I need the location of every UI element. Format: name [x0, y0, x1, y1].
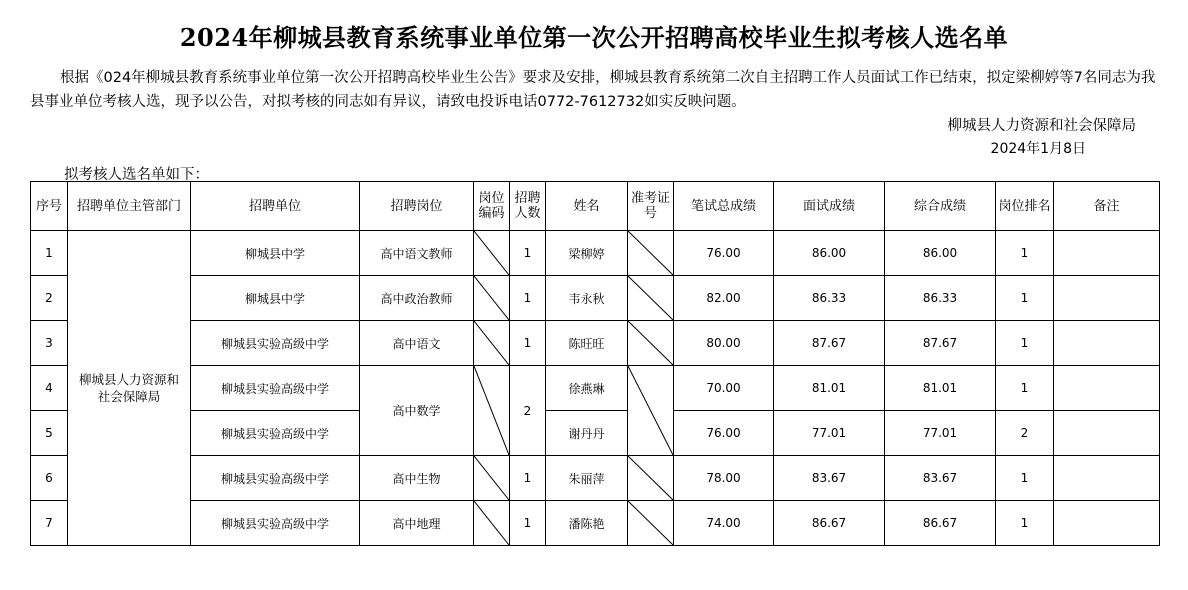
cell-ticket-no-blank — [628, 501, 674, 546]
header-name: 姓名 — [546, 182, 628, 231]
header-interview-score: 面试成绩 — [774, 182, 885, 231]
cell-ticket-no-blank — [628, 321, 674, 366]
header-post-code: 岗位编码 — [474, 182, 510, 231]
cell-rank: 1 — [996, 231, 1054, 276]
cell-rank: 1 — [996, 501, 1054, 546]
cell-remark — [1054, 276, 1160, 321]
cell-name: 陈旺旺 — [546, 321, 628, 366]
cell-no: 2 — [31, 276, 68, 321]
cell-written-score: 80.00 — [674, 321, 774, 366]
cell-rank: 1 — [996, 456, 1054, 501]
cell-remark — [1054, 411, 1160, 456]
header-unit: 招聘单位 — [191, 182, 360, 231]
list-lead-text: 拟考核人选名单如下： — [64, 167, 209, 183]
cell-post-code-blank — [474, 456, 510, 501]
cell-no: 3 — [31, 321, 68, 366]
cell-post-code-blank — [474, 231, 510, 276]
cell-unit: 柳城县中学 — [191, 276, 360, 321]
cell-post-code-blank — [474, 321, 510, 366]
cell-written-score: 70.00 — [674, 366, 774, 411]
cell-post-code-blank — [474, 276, 510, 321]
table-header-row — [31, 182, 1160, 231]
cell-post: 高中地理 — [360, 501, 474, 546]
cell-count: 1 — [510, 321, 546, 366]
page-title: 2024年柳城县教育系统事业单位第一次公开招聘高校毕业生拟考核人选名单 — [179, 23, 1009, 52]
intro-paragraph: 根据《024年柳城县教育系统事业单位第一次公开招聘高校毕业生公告》要求及安排，柳城县教育系统第二次自主招聘工作人员面试工作已结束，拟定梁柳婷等7名同志为我县事业单位考核人选，现予以公告，对拟考核的同志如有异议，请致电投诉电话0772-7612732如实反映问题。 — [30, 70, 1156, 110]
cell-rank: 2 — [996, 411, 1054, 456]
cell-remark — [1054, 456, 1160, 501]
cell-count: 1 — [510, 456, 546, 501]
cell-interview-score: 83.67 — [774, 456, 885, 501]
header-ticket-no: 准考证号 — [628, 182, 674, 231]
cell-rank: 1 — [996, 321, 1054, 366]
cell-count: 1 — [510, 276, 546, 321]
cell-total-score: 86.33 — [885, 276, 996, 321]
cell-no: 7 — [31, 501, 68, 546]
cell-written-score: 74.00 — [674, 501, 774, 546]
cell-written-score: 76.00 — [674, 231, 774, 276]
header-no: 序号 — [31, 182, 68, 231]
cell-total-score: 77.01 — [885, 411, 996, 456]
table-row — [31, 366, 1160, 411]
cell-count: 1 — [510, 231, 546, 276]
cell-rank: 1 — [996, 276, 1054, 321]
cell-interview-score: 81.01 — [774, 366, 885, 411]
cell-unit: 柳城县实验高级中学 — [191, 501, 360, 546]
cell-written-score: 76.00 — [674, 411, 774, 456]
cell-unit: 柳城县实验高级中学 — [191, 321, 360, 366]
header-total-score: 综合成绩 — [885, 182, 996, 231]
header-department: 招聘单位主管部门 — [68, 182, 191, 231]
cell-interview-score: 77.01 — [774, 411, 885, 456]
cell-no: 1 — [31, 231, 68, 276]
table-row — [31, 411, 1160, 456]
cell-interview-score: 86.67 — [774, 501, 885, 546]
cell-remark — [1054, 231, 1160, 276]
cell-name: 谢丹丹 — [546, 411, 628, 456]
cell-no: 6 — [31, 456, 68, 501]
cell-post-code-blank — [474, 366, 510, 456]
cell-post-code-blank — [474, 501, 510, 546]
cell-ticket-no-blank — [628, 231, 674, 276]
cell-unit: 柳城县中学 — [191, 231, 360, 276]
cell-remark — [1054, 501, 1160, 546]
cell-name: 徐燕琳 — [546, 366, 628, 411]
cell-ticket-no-blank — [628, 366, 674, 456]
header-remark: 备注 — [1054, 182, 1160, 231]
header-written-score: 笔试总成绩 — [674, 182, 774, 231]
issuer-name: 柳城县人力资源和社会保障局 — [947, 118, 1136, 134]
header-count: 招聘人数 — [510, 182, 546, 231]
cell-written-score: 78.00 — [674, 456, 774, 501]
cell-interview-score: 86.33 — [774, 276, 885, 321]
cell-total-score: 87.67 — [885, 321, 996, 366]
cell-name: 梁柳婷 — [546, 231, 628, 276]
header-post: 招聘岗位 — [360, 182, 474, 231]
cell-post: 高中语文教师 — [360, 231, 474, 276]
cell-unit: 柳城县实验高级中学 — [191, 411, 360, 456]
cell-count: 1 — [510, 501, 546, 546]
cell-unit: 柳城县实验高级中学 — [191, 456, 360, 501]
cell-remark — [1054, 366, 1160, 411]
cell-name: 韦永秋 — [546, 276, 628, 321]
cell-written-score: 82.00 — [674, 276, 774, 321]
cell-ticket-no-blank — [628, 456, 674, 501]
cell-total-score: 81.01 — [885, 366, 996, 411]
table-row — [31, 276, 1160, 321]
cell-post: 高中生物 — [360, 456, 474, 501]
table-row — [31, 321, 1160, 366]
table-row — [31, 456, 1160, 501]
cell-unit: 柳城县实验高级中学 — [191, 366, 360, 411]
cell-name: 潘陈艳 — [546, 501, 628, 546]
cell-total-score: 86.00 — [885, 231, 996, 276]
cell-post: 高中数学 — [360, 366, 474, 456]
table-row — [31, 501, 1160, 546]
cell-ticket-no-blank — [628, 276, 674, 321]
cell-no: 4 — [31, 366, 68, 411]
cell-department: 柳城县人力资源和社会保障局 — [68, 231, 191, 546]
cell-post: 高中政治教师 — [360, 276, 474, 321]
issue-date: 2024年1月8日 — [990, 141, 1086, 157]
cell-interview-score: 86.00 — [774, 231, 885, 276]
cell-interview-score: 87.67 — [774, 321, 885, 366]
cell-rank: 1 — [996, 366, 1054, 411]
cell-total-score: 86.67 — [885, 501, 996, 546]
cell-total-score: 83.67 — [885, 456, 996, 501]
cell-no: 5 — [31, 411, 68, 456]
header-rank: 岗位排名 — [996, 182, 1054, 231]
cell-post: 高中语文 — [360, 321, 474, 366]
table-row — [31, 231, 1160, 276]
candidate-table — [30, 181, 1160, 546]
cell-count: 2 — [510, 366, 546, 456]
cell-name: 朱丽萍 — [546, 456, 628, 501]
cell-remark — [1054, 321, 1160, 366]
